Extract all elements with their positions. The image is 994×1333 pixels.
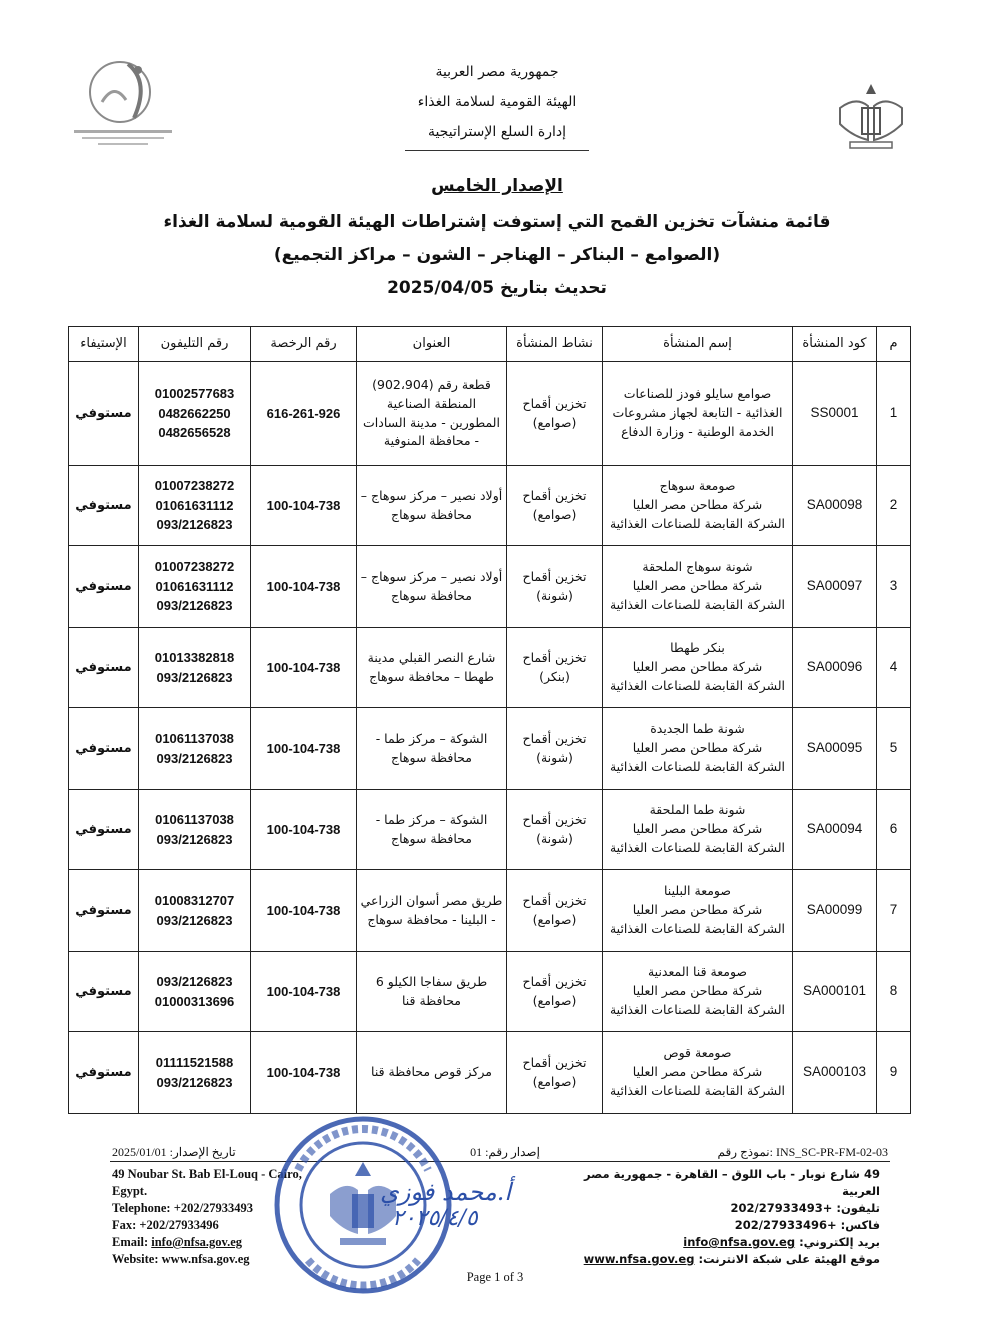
cell-address: شارع النصر القبلي مدينة طهطا – محافظة سوهاج xyxy=(357,628,507,708)
facility-name-line: الشركة القابضة للصناعات الغذائية xyxy=(609,1001,786,1017)
cell-license: 100-104-738 xyxy=(251,790,357,870)
phone-number: 093/2126823 xyxy=(156,974,233,989)
col-header-license: رقم الرخصة xyxy=(251,327,357,362)
cell-index: 7 xyxy=(877,870,911,952)
phone-number: 093/2126823 xyxy=(156,831,233,847)
cell-facility-code: SA00095 xyxy=(793,708,877,790)
activity-line: (صوامع) xyxy=(532,1073,577,1089)
arabic-contact-block xyxy=(560,1166,880,1268)
activity-line: تخزين أقماح xyxy=(522,649,587,665)
table-row xyxy=(69,708,911,790)
ar-email-link[interactable]: info@nfsa.gov.eg xyxy=(683,1235,796,1249)
signature-date: ٢٠٢٥/٤/٥ xyxy=(392,1206,478,1231)
cell-index: 8 xyxy=(877,952,911,1032)
cell-status: مستوفي xyxy=(69,952,139,1032)
activity-line: تخزين أقماح xyxy=(522,568,587,584)
cell-facility-code: SA000101 xyxy=(793,952,877,1032)
col-header-idx: م xyxy=(877,327,911,362)
cell-license: 100-104-738 xyxy=(251,466,357,546)
cell-facility-code: SA00098 xyxy=(793,466,877,546)
footer-divider xyxy=(110,1161,890,1162)
phone-number: 093/2126823 xyxy=(156,1074,233,1090)
cell-facility-name xyxy=(603,790,793,870)
activity-line: (شونة) xyxy=(536,587,573,603)
document-subtitle: (الصوامع – البناكر – الهناجر – الشون – مراكز التجميع) xyxy=(273,245,721,265)
cell-phones xyxy=(139,362,251,466)
nfsa-logo-icon xyxy=(68,52,178,152)
edition-title: الإصدار الخامس xyxy=(431,176,563,196)
cell-address: الشوكة – مركز طما - محافظة سوهاج xyxy=(357,708,507,790)
col-header-activity: نشاط المنشأة xyxy=(507,327,603,362)
table-row xyxy=(69,628,911,708)
activity-line: (صوامع) xyxy=(532,992,577,1008)
activity-line: تخزين أقماح xyxy=(522,892,587,908)
en-fax: Fax: +202/27933496 xyxy=(112,1218,219,1232)
cell-facility-name xyxy=(603,546,793,628)
cell-facility-code: SA00097 xyxy=(793,546,877,628)
cell-status: مستوفي xyxy=(69,708,139,790)
cell-address: مركز قوص محافظة قنا xyxy=(357,1032,507,1114)
header-department: إدارة السلع الإستراتيجية xyxy=(427,124,567,140)
table-header-row xyxy=(69,327,911,362)
cell-activity xyxy=(507,546,603,628)
update-date: تحديث بتاريخ 2025/04/05 xyxy=(387,278,607,298)
cell-status: مستوفي xyxy=(69,466,139,546)
phone-number: 093/2126823 xyxy=(156,912,233,928)
ar-website-link[interactable]: www.nfsa.gov.eg xyxy=(583,1252,695,1266)
facility-name-line: الشركة القابضة للصناعات الغذائية xyxy=(609,920,786,936)
cell-activity xyxy=(507,466,603,546)
page-number: Page 1 of 3 xyxy=(466,1270,524,1284)
ar-phone: تليفون: +202/27933493 xyxy=(730,1201,880,1215)
phone-number: 01007238272 xyxy=(154,559,235,575)
cell-activity xyxy=(507,1032,603,1114)
facility-name-line: شونة طما الملحقة xyxy=(649,802,746,818)
cell-address: طريق سفاجا الكيلو 6 محافظة قنا xyxy=(357,952,507,1032)
cell-status: مستوفي xyxy=(69,870,139,952)
en-address-line: 49 Noubar St. Bab El-Louq - Cairo, xyxy=(112,1167,302,1181)
cell-index: 1 xyxy=(877,362,911,466)
ar-website-row xyxy=(560,1251,880,1268)
cell-index: 3 xyxy=(877,546,911,628)
cell-facility-name: صوامع سايلو فودز للصناعات الغذائية - التابعة لجهاز مشروعات الخدمة الوطنية - وزارة الدفاع xyxy=(603,362,793,466)
facility-name-line: الشركة القابضة للصناعات الغذائية xyxy=(609,677,786,693)
cell-license: 100-104-738 xyxy=(251,1032,357,1114)
col-header-address: العنوان xyxy=(357,327,507,362)
cell-activity xyxy=(507,790,603,870)
col-header-status: الإستيفاء xyxy=(69,327,139,362)
table-row xyxy=(69,870,911,952)
phone-number: 01007238272 xyxy=(154,478,235,494)
cell-index: 9 xyxy=(877,1032,911,1114)
cell-license: 100-104-738 xyxy=(251,952,357,1032)
form-number: نموذج رقم: INS_SC-PR-FM-02-03 xyxy=(717,1145,888,1159)
cell-index: 6 xyxy=(877,790,911,870)
activity-line: (صوامع) xyxy=(532,911,577,927)
cell-phones xyxy=(139,790,251,870)
cell-license: 616-261-926 xyxy=(251,362,357,466)
cell-phones xyxy=(139,1032,251,1114)
phone-number: 093/2126823 xyxy=(156,669,233,685)
en-website[interactable]: Website: www.nfsa.gov.eg xyxy=(112,1252,250,1266)
facility-name-line: شونة طما الجديدة xyxy=(650,721,745,737)
en-telephone: Telephone: +202/27933493 xyxy=(112,1201,254,1215)
cell-status: مستوفي xyxy=(69,546,139,628)
phone-number: 0482656528 xyxy=(158,425,231,441)
ar-email-label: بريد إلكتروني: xyxy=(795,1235,880,1249)
table-row xyxy=(69,952,911,1032)
cell-license: 100-104-738 xyxy=(251,628,357,708)
ar-website-label: موقع الهيئة على شبكة الانترنت: xyxy=(694,1252,880,1266)
table-row xyxy=(69,1032,911,1114)
table-row xyxy=(69,790,911,870)
cell-facility-name xyxy=(603,952,793,1032)
cell-activity xyxy=(507,952,603,1032)
table-row xyxy=(69,466,911,546)
handwritten-signature xyxy=(380,1178,511,1231)
cell-activity xyxy=(507,628,603,708)
cell-phones xyxy=(139,870,251,952)
cell-facility-code: SA00099 xyxy=(793,870,877,952)
activity-line: تخزين أقماح xyxy=(522,730,587,746)
phone-number: 0482662250 xyxy=(158,405,231,421)
col-header-name: إسم المنشأة xyxy=(603,327,793,362)
facility-name-line: الشركة القابضة للصناعات الغذائية xyxy=(609,515,786,531)
cell-phones xyxy=(139,952,251,1032)
facility-name-line: شركة مطاحن مصر العليا xyxy=(632,902,763,918)
cell-address: قطعة رقم (902،904) المنطقة الصناعية المطورين - مدينة السادات - محافظة المنوفية xyxy=(357,362,507,466)
cell-facility-code: SA00096 xyxy=(793,628,877,708)
col-header-phone: رقم التليفون xyxy=(139,327,251,362)
ar-address: 49 شارع نوبار - باب اللوق – القاهرة - جمهورية مصر العربية xyxy=(584,1167,880,1198)
cell-facility-name xyxy=(603,466,793,546)
cell-address: الشوكة – مركز طما - محافظة سوهاج xyxy=(357,790,507,870)
cell-address: أولاد نصير – مركز سوهاج – محافظة سوهاج xyxy=(357,546,507,628)
facility-name-line: الشركة القابضة للصناعات الغذائية xyxy=(609,758,786,774)
facility-name-line: شركة مطاحن مصر العليا xyxy=(632,983,763,999)
phone-number: 093/2126823 xyxy=(156,598,233,614)
cell-facility-name xyxy=(603,628,793,708)
signature-name: أ.محمد فوزي xyxy=(380,1178,511,1206)
phone-number: 01061631112 xyxy=(155,578,234,594)
header-authority: الهيئة القومية لسلامة الغذاء xyxy=(417,94,577,110)
col-header-code: كود المنشأة xyxy=(793,327,877,362)
phone-number: 01061137038 xyxy=(155,731,234,746)
phone-number: 01061631112 xyxy=(155,497,234,513)
header-divider xyxy=(405,150,589,151)
cell-license: 100-104-738 xyxy=(251,870,357,952)
egypt-eagle-emblem-icon xyxy=(832,78,910,156)
cell-address: أولاد نصير – مركز سوهاج – محافظة سوهاج xyxy=(357,466,507,546)
issue-number: إصدار رقم: 01 xyxy=(470,1145,540,1159)
cell-facility-name xyxy=(603,708,793,790)
cell-index: 2 xyxy=(877,466,911,546)
activity-line: تخزين أقماح xyxy=(522,395,587,411)
phone-number: 01008312707 xyxy=(154,893,235,908)
facility-name-line: شونة سوهاج الملحقة xyxy=(642,559,753,575)
table-row xyxy=(69,362,911,466)
phone-number: 01013382818 xyxy=(154,650,235,665)
cell-phones xyxy=(139,628,251,708)
facility-name-line: صومعة سوهاج xyxy=(659,478,736,494)
header-country: جمهورية مصر العربية xyxy=(435,64,559,80)
cell-facility-name xyxy=(603,1032,793,1114)
activity-line: تخزين أقماح xyxy=(522,487,587,503)
facilities-table xyxy=(68,326,911,1114)
facility-name-line: صومعة قنا المعدنية xyxy=(647,964,748,980)
facility-name-line: شركة مطاحن مصر العليا xyxy=(632,578,763,594)
activity-line: تخزين أقماح xyxy=(522,973,587,989)
document-title: قائمة منشآت تخزين القمح التي إستوفت إشتراطات الهيئة القومية لسلامة الغذاء xyxy=(163,212,831,232)
issue-date: تاريخ الإصدار: 2025/01/01 xyxy=(112,1145,236,1159)
cell-activity xyxy=(507,870,603,952)
facility-name-line: الشركة القابضة للصناعات الغذائية xyxy=(609,839,786,855)
cell-phones xyxy=(139,466,251,546)
phone-number: 01000313696 xyxy=(154,993,235,1009)
facility-name-line: شركة مطاحن مصر العليا xyxy=(632,821,763,837)
cell-facility-code: SA00094 xyxy=(793,790,877,870)
cell-activity xyxy=(507,708,603,790)
facility-name-line: شركة مطاحن مصر العليا xyxy=(632,659,763,675)
cell-status: مستوفي xyxy=(69,790,139,870)
cell-facility-code: SS0001 xyxy=(793,362,877,466)
cell-license: 100-104-738 xyxy=(251,708,357,790)
facility-name-line: شركة مطاحن مصر العليا xyxy=(632,1064,763,1080)
activity-line: (صوامع) xyxy=(532,506,577,522)
facility-name-line: شركة مطاحن مصر العليا xyxy=(632,497,763,513)
phone-number: 093/2126823 xyxy=(156,750,233,766)
activity-line: (شونة) xyxy=(536,830,573,846)
cell-license: 100-104-738 xyxy=(251,546,357,628)
en-email-link[interactable]: info@nfsa.gov.eg xyxy=(151,1235,243,1249)
cell-index: 4 xyxy=(877,628,911,708)
cell-facility-name xyxy=(603,870,793,952)
facility-name-line: شركة مطاحن مصر العليا xyxy=(632,740,763,756)
phone-number: 093/2126823 xyxy=(156,517,233,533)
activity-line: تخزين أقماح xyxy=(522,811,587,827)
cell-index: 5 xyxy=(877,708,911,790)
cell-phones xyxy=(139,546,251,628)
cell-status: مستوفي xyxy=(69,628,139,708)
facility-name-line: الشركة القابضة للصناعات الغذائية xyxy=(609,1082,786,1098)
activity-line: تخزين أقماح xyxy=(522,1054,587,1070)
cell-activity xyxy=(507,362,603,466)
activity-line: (شونة) xyxy=(536,749,573,765)
cell-address: طريق مصر أسوان الزراعي - البلينا - محافظة سوهاج xyxy=(357,870,507,952)
phone-number: 01111521588 xyxy=(155,1055,234,1070)
en-email-label: Email: xyxy=(112,1235,152,1249)
cell-phones xyxy=(139,708,251,790)
facility-name-line: صومعة قوص xyxy=(663,1045,732,1061)
facility-name-line: الشركة القابضة للصناعات الغذائية xyxy=(609,596,786,612)
phone-number: 01061137038 xyxy=(155,812,234,827)
facility-name-line: صومعة البلينا xyxy=(663,883,732,899)
cell-facility-code: SA000103 xyxy=(793,1032,877,1114)
ar-email-row xyxy=(560,1234,880,1251)
activity-line: (صوامع) xyxy=(532,414,577,430)
facility-name-line: بنكر طهطا xyxy=(670,640,725,656)
activity-line: (بنكر) xyxy=(539,668,570,684)
cell-status: مستوفي xyxy=(69,362,139,466)
table-row xyxy=(69,546,911,628)
en-address-line: Egypt. xyxy=(112,1184,148,1198)
cell-status: مستوفي xyxy=(69,1032,139,1114)
ar-fax: فاكس: +202/27933496 xyxy=(734,1218,880,1232)
phone-number: 01002577683 xyxy=(154,386,235,402)
